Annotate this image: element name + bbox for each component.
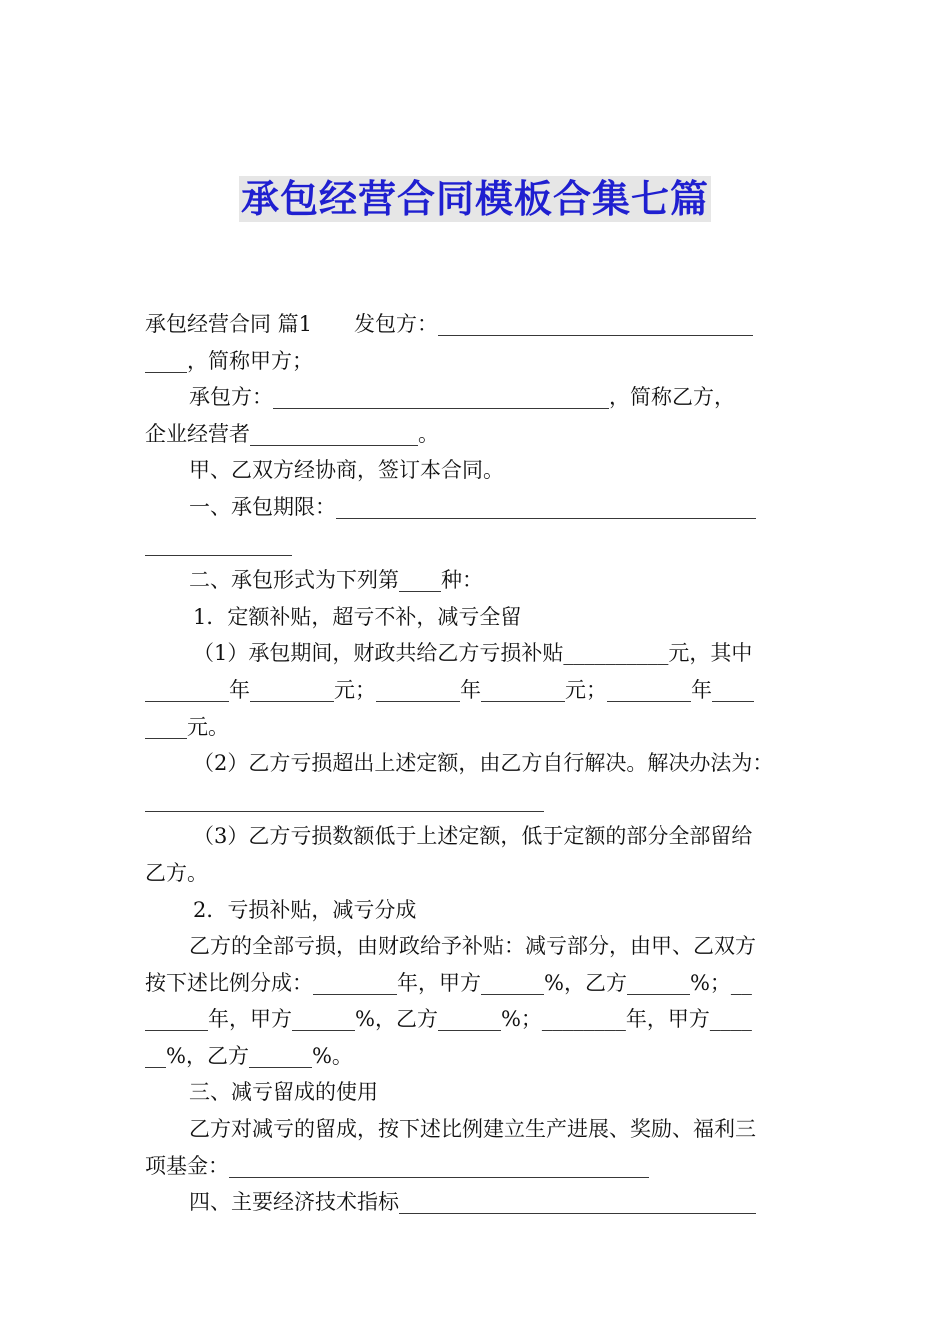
paragraph-line: ____，简称甲方； — [145, 348, 313, 373]
paragraph-line: ______年，甲方______%，乙方______%；________年，甲方____ — [145, 1007, 752, 1032]
paragraph-line: 四、主要经济技术指标__________________________________ — [189, 1190, 756, 1215]
paragraph-line: ______________________________________ — [145, 787, 544, 812]
paragraph-line: 承包经营合同 篇1 发包方：______________________________ — [145, 312, 754, 336]
paragraph-line: ________年________元；________年________元；________年____ — [145, 677, 754, 702]
document-title: 承包经营合同模板合集七篇 — [240, 177, 709, 221]
paragraph-line: 2．亏损补贴，减亏分成 — [193, 897, 417, 922]
paragraph-line: __%，乙方______%。 — [145, 1043, 353, 1068]
document-body — [145, 306, 805, 1221]
paragraph-line: 一、承包期限：________________________________________ — [189, 494, 756, 519]
paragraph-line: （2）乙方亏损超出上述定额，由乙方自行解决。解决办法为： — [193, 751, 774, 776]
paragraph-line: 二、承包形式为下列第____种： — [189, 568, 483, 593]
paragraph-line: 乙方。 — [145, 860, 208, 885]
paragraph-line: （3）乙方亏损数额低于上述定额，低于定额的部分全部留给 — [193, 824, 753, 849]
paragraph-line: 企业经营者________________。 — [145, 421, 439, 446]
title-container — [0, 176, 950, 222]
paragraph-line: 承包方：________________________________，简称乙方， — [189, 385, 735, 410]
paragraph-line: 三、减亏留成的使用 — [189, 1080, 378, 1105]
paragraph-line: 项基金：________________________________________ — [145, 1153, 649, 1178]
paragraph-line: ____元。 — [145, 714, 229, 739]
paragraph-line: ______________ — [145, 531, 292, 556]
paragraph-line: 乙方的全部亏损，由财政给予补贴：减亏部分，由甲、乙双方 — [189, 934, 756, 959]
paragraph-line: 乙方对减亏的留成，按下述比例建立生产进展、奖励、福利三 — [189, 1117, 756, 1142]
paragraph-line: 甲、乙双方经协商，签订本合同。 — [189, 458, 504, 483]
paragraph-line: 1．定额补贴，超亏不补，减亏全留 — [193, 604, 522, 629]
paragraph-line: 按下述比例分成：________年，甲方______%，乙方______%；__ — [145, 970, 752, 995]
paragraph-line: （1）承包期间，财政共给乙方亏损补贴__________元，其中 — [193, 641, 753, 666]
